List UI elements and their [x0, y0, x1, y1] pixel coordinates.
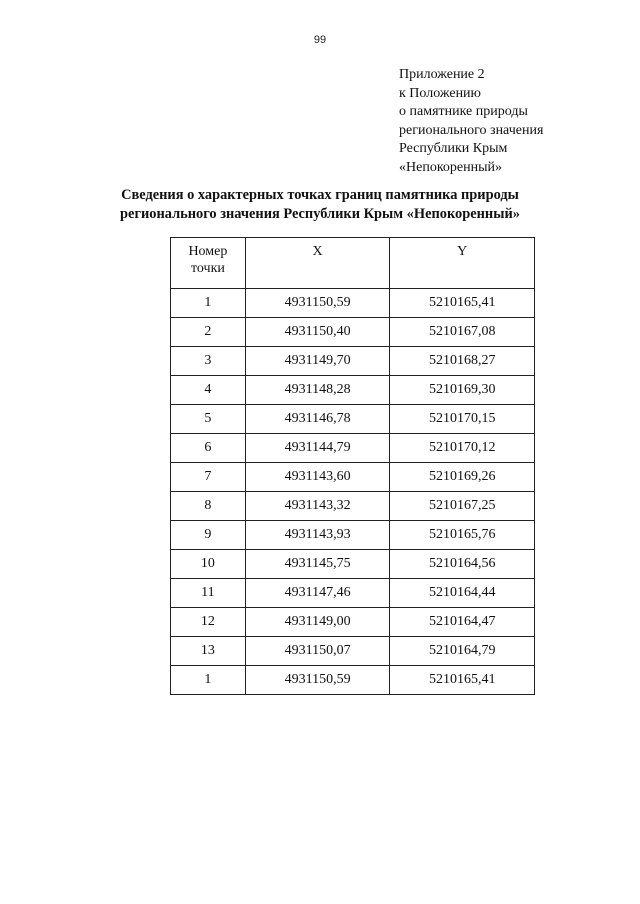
cell-y: 5210170,15 — [390, 405, 535, 434]
document-title — [0, 186, 640, 224]
cell-y: 5210164,44 — [390, 579, 535, 608]
cell-x: 4931149,70 — [245, 347, 390, 376]
table-row — [171, 579, 535, 608]
cell-y: 5210165,41 — [390, 666, 535, 695]
appendix-line: «Непокоренный» — [399, 159, 503, 175]
table-row — [171, 608, 535, 637]
title-line: Сведения о характерных точках границ памятника природы — [121, 187, 519, 203]
title-line: регионального значения Республики Крым «Непокоренный» — [120, 206, 520, 222]
cell-point-number: 4 — [171, 376, 246, 405]
cell-x: 4931150,40 — [245, 318, 390, 347]
table-header-row — [171, 238, 535, 289]
cell-point-number: 2 — [171, 318, 246, 347]
table-row — [171, 434, 535, 463]
cell-point-number: 3 — [171, 347, 246, 376]
cell-point-number: 12 — [171, 608, 246, 637]
table-row — [171, 521, 535, 550]
cell-x: 4931144,79 — [245, 434, 390, 463]
cell-point-number: 10 — [171, 550, 246, 579]
table-row — [171, 550, 535, 579]
cell-point-number: 8 — [171, 492, 246, 521]
cell-x: 4931143,60 — [245, 463, 390, 492]
table-row — [171, 289, 535, 318]
cell-y: 5210170,12 — [390, 434, 535, 463]
table-row — [171, 666, 535, 695]
cell-x: 4931145,75 — [245, 550, 390, 579]
cell-x: 4931150,59 — [245, 666, 390, 695]
cell-x: 4931148,28 — [245, 376, 390, 405]
cell-point-number: 1 — [171, 289, 246, 318]
table-row — [171, 376, 535, 405]
cell-y: 5210165,41 — [390, 289, 535, 318]
cell-x: 4931150,59 — [245, 289, 390, 318]
cell-point-number: 13 — [171, 637, 246, 666]
appendix-line: Приложение 2 — [399, 67, 485, 82]
table-row — [171, 405, 535, 434]
cell-y: 5210164,47 — [390, 608, 535, 637]
cell-x: 4931143,93 — [245, 521, 390, 550]
cell-point-number: 5 — [171, 405, 246, 434]
cell-y: 5210167,25 — [390, 492, 535, 521]
table-row — [171, 347, 535, 376]
cell-y: 5210165,76 — [390, 521, 535, 550]
appendix-line: регионального значения — [399, 122, 544, 138]
cell-y: 5210169,30 — [390, 376, 535, 405]
header-point-number — [171, 238, 246, 289]
cell-point-number: 7 — [171, 463, 246, 492]
cell-x: 4931150,07 — [245, 637, 390, 666]
header-point-number-line: Номер — [188, 244, 228, 259]
cell-y: 5210167,08 — [390, 318, 535, 347]
cell-point-number: 6 — [171, 434, 246, 463]
cell-y: 5210169,26 — [390, 463, 535, 492]
cell-y: 5210164,79 — [390, 637, 535, 666]
cell-x: 4931146,78 — [245, 405, 390, 434]
appendix-line: к Положению — [399, 85, 482, 101]
header-point-number-line: точки — [190, 261, 225, 276]
coordinates-table — [170, 237, 535, 695]
cell-x: 4931147,46 — [245, 579, 390, 608]
cell-point-number: 11 — [171, 579, 246, 608]
page-number: 99 — [313, 34, 327, 46]
appendix-block — [399, 66, 543, 177]
cell-x: 4931143,32 — [245, 492, 390, 521]
cell-x: 4931149,00 — [245, 608, 390, 637]
table-row — [171, 637, 535, 666]
header-x: X — [245, 238, 390, 289]
header-y: Y — [390, 238, 535, 289]
appendix-line: о памятнике природы — [399, 104, 528, 119]
cell-y: 5210168,27 — [390, 347, 535, 376]
appendix-line: Республики Крым — [399, 141, 508, 156]
table-row — [171, 318, 535, 347]
table-row — [171, 492, 535, 521]
table-row — [171, 463, 535, 492]
cell-point-number: 1 — [171, 666, 246, 695]
cell-y: 5210164,56 — [390, 550, 535, 579]
cell-point-number: 9 — [171, 521, 246, 550]
